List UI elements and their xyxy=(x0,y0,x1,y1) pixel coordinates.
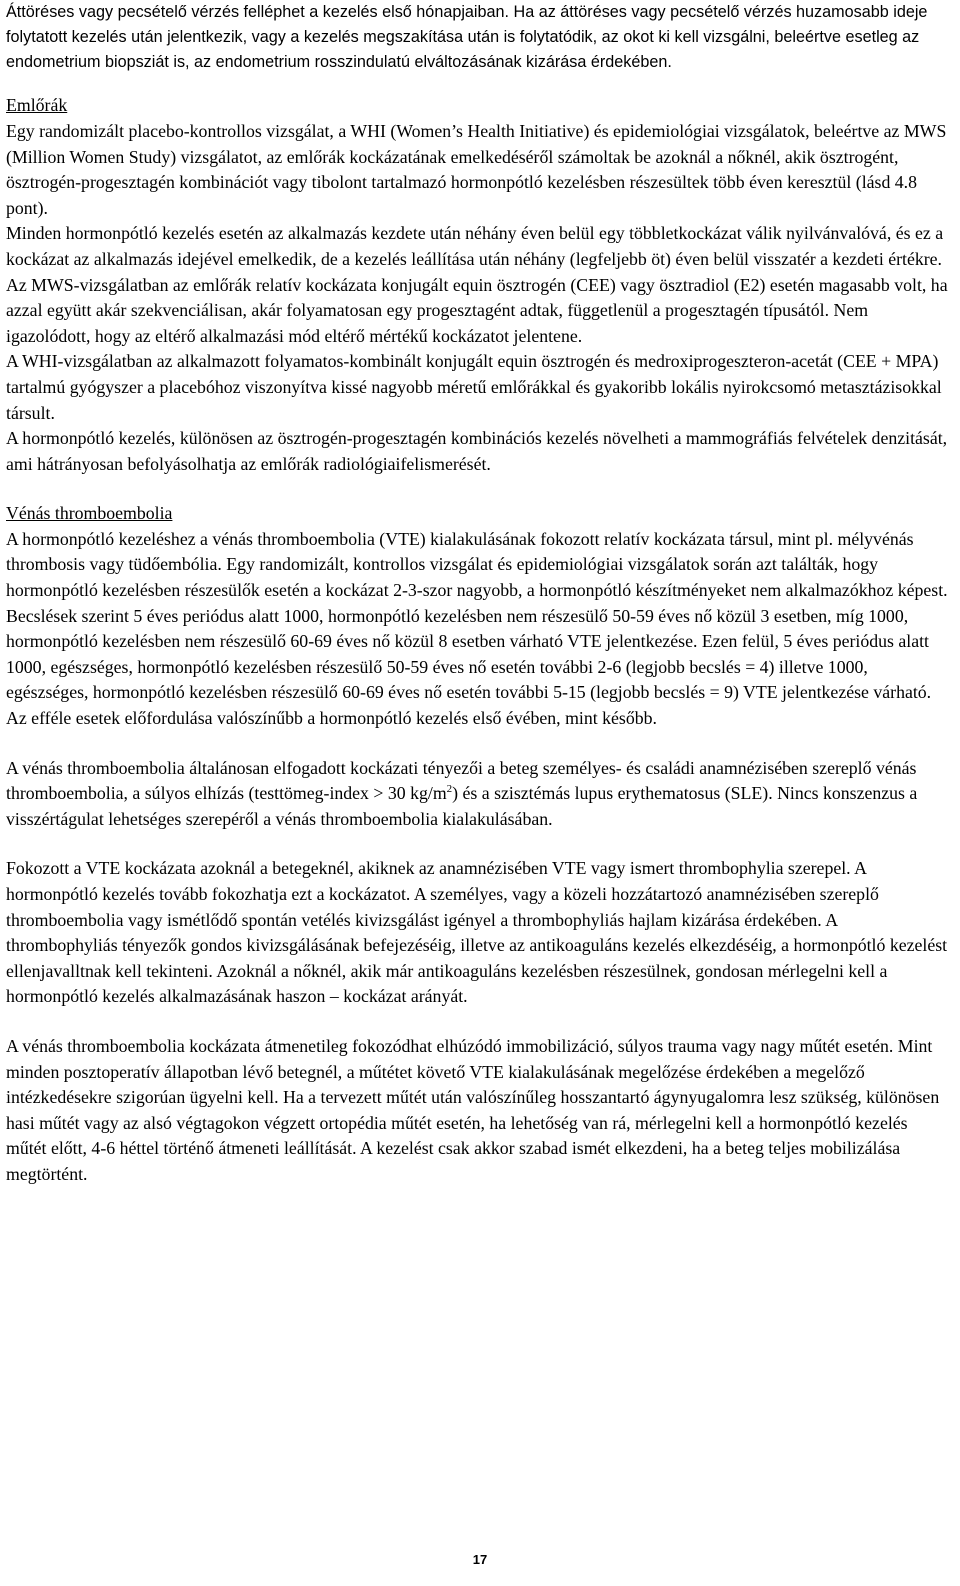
superscript-2: 2 xyxy=(446,783,453,796)
breast-cancer-paragraph-4: A WHI-vizsgálatban az alkalmazott folyamatos-kombinált konjugált equin ösztrogén és medroxiprogeszteron-acetát (CEE + MPA) tartalmú gyógyszer a placebóhoz viszonyítva kissé nagyobb méretű emlőrákkal és gyakoribb lokális nyirokcsomó metasztázisokkal társult. xyxy=(6,351,942,423)
breast-cancer-paragraph-2: Minden hormonpótló kezelés esetén az alkalmazás kezdete után néhány éven belül egy többletkockázat válik nyilvánvalóvá, és ez a kockázat az alkalmazás idejével emelkedik, de a kezelés leállítása után néhány (legfeljebb öt) éven belül visszatér a kezdeti értékre. xyxy=(6,223,944,269)
spacer xyxy=(6,1010,950,1034)
vte-paragraph-2 xyxy=(6,756,950,833)
spacer xyxy=(6,74,950,93)
vte-heading: Vénás thromboembolia xyxy=(6,503,173,524)
vte-paragraph-1: A hormonpótló kezeléshez a vénás thromboembolia (VTE) kialakulásának fokozott relatív kockázata társul, mint pl. mélyvénás thrombosis vagy tüdőembólia. Egy randomizált, kontrollos vizsgálat és epidemiológiai vizsgálatok során azt találták, hogy hormonpótló kezelésben részesülők esetén a kockázat 2-3-szor nagyobb, a hormonpótló készítményeket nem alkalmazókhoz képest. Becslések szerint 5 éves periódus alatt 1000, hormonpótló kezelésben nem részesülő 50-59 éves nő közül 3 esetben, míg 1000, hormonpótló kezelésben nem részesülő 60-69 éves nő közül 8 esetben várható VTE jelentkezése. Ezen felül, 5 éves periódus alatt 1000, egészséges, hormonpótló kezelésben részesülő 50-59 éves nő esetén további 2-6 (legjobb becslés = 4) illetve 1000, egészséges, hormonpótló kezelésben részesülő 60-69 éves nő esetén további 5-15 (legjobb becslés = 9) VTE jelentkezése várható. Az efféle esetek előfordulása valószínűbb a hormonpótló kezelés első évében, mint később. xyxy=(6,528,948,729)
intro-paragraph: Áttöréses vagy pecsételő vérzés felléphet a kezelés első hónapjaiban. Ha az áttöréses vagy pecsételő vérzés huzamosabb ideje folytatott kezelés után jelentkezik, vagy a kezelés megszakítása után is folytatódik, az okot ki kell vizsgálni, beleértve esetleg az endometrium biopsziát is, az endometrium rosszindulatú elváltozásának kizárása érdekében. xyxy=(6,3,928,71)
spacer xyxy=(6,477,950,501)
breast-cancer-paragraph-5: A hormonpótló kezelés, különösen az ösztrogén-progesztagén kombinációs kezelés növelheti a mammográfiás felvételek denzitását, ami hátrányosan befolyásolhatja az emlőrák radiológiaifelismerését. xyxy=(6,428,948,474)
breast-cancer-paragraph-3: Az MWS-vizsgálatban az emlőrák relatív kockázata konjugált equin ösztrogén (CEE) vagy ösztradiol (E2) esetén magasabb volt, ha azzal együtt akár szekvenciálisan, akár folyamatosan egy progesztagént adtak, függetlenül a progesztagén típusától. Nem igazolódott, hogy az eltérő alkalmazási mód eltérő mértékű kockázatot jelentene. xyxy=(6,274,948,346)
page-number: 17 xyxy=(472,1552,488,1567)
breast-cancer-heading: Emlőrák xyxy=(6,95,68,116)
vte-paragraph-2-part-2: ) és a szisztémás lupus erythematosus (SLE). Nincs konszenzus a visszértágulat lehetséges szerepéről a vénás thromboembolia kialakulásában. xyxy=(6,783,918,829)
breast-cancer-paragraph-1: Egy randomizált placebo-kontrollos vizsgálat, a WHI (Women’s Health Initiative) és epidemiológiai vizsgálatok, beleértve az MWS (Million Women Study) vizsgálatot, az emlőrák kockázatának emelkedéséről számoltak be azoknál a nőknél, akik ösztrogént, ösztrogén-progesztagén kombinációt vagy tibolont tartalmazó hormonpótló kezelésben részesültek több éven keresztül (lásd 4.8 pont). xyxy=(6,120,947,218)
vte-paragraph-4: A vénás thromboembolia kockázata átmenetileg fokozódhat elhúzódó immobilizáció, súlyos trauma vagy nagy műtét esetén. Mint minden posztoperatív állapotban lévő betegnél, a műtétet követő VTE kialakulásának megelőzése érdekében a megelőző intézkedésekre szigorúan ügyelni kell. Ha a tervezett műtét után valószínűleg hosszantartó ágynyugalomra lesz szükség, különösen hasi műtét vagy az alsó végtagokon végzett ortopédia műtét esetén, ha lehetőség van rá, mérlegelni kell a hormonpótló kezelés műtét előtt, 4-6 héttel történő átmeneti leállítását. A kezelést csak akkor szabad ismét elkezdeni, ha a beteg teljes mobilizálása megtörtént. xyxy=(6,1035,940,1184)
document-page xyxy=(6,0,950,1188)
spacer xyxy=(6,832,950,856)
vte-paragraph-3: Fokozott a VTE kockázata azoknál a betegeknél, akiknek az anamnézisében VTE vagy ismert thrombophylia szerepel. A hormonpótló kezelés tovább fokozhatja ezt a kockázatot. A személyes, vagy a közeli hozzátartozó anamnézisében szereplő thromboembolia vagy ismétlődő spontán vetélés kivizsgálást igényel a thrombophyliás hajlam kizárása érdekében. A thrombophyliás tényezők gondos kivizsgálásának befejezéséig, illetve az antikoaguláns kezelés elkezdéséig, a hormonpótló kezelést ellenjavalltnak kell tekinteni. Azoknál a nőknél, akik már antikoaguláns kezelésben részesülnek, gondosan mérlegelni kell a hormonpótló kezelés alkalmazásának haszon – kockázat arányát. xyxy=(6,858,948,1007)
spacer xyxy=(6,732,950,756)
vte-paragraph-2-part-1: A vénás thromboembolia általánosan elfogadott kockázati tényezői a beteg személyes- és családi anamnézisében szereplő vénás thromboembolia, a súlyos elhízás (testtömeg-index > 30 kg/m xyxy=(6,757,917,804)
